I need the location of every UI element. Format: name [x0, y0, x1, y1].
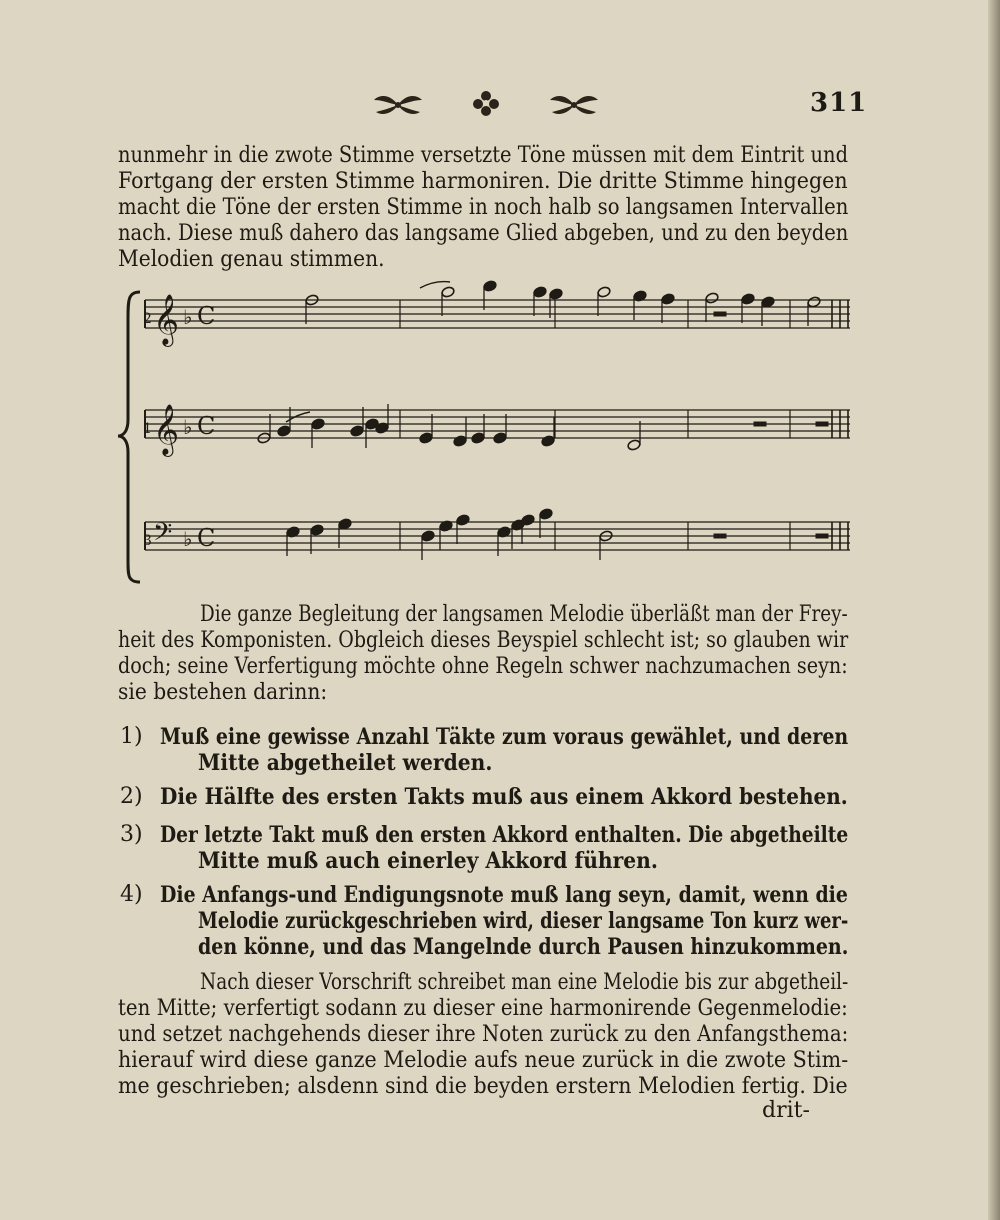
staff-1 [145, 300, 850, 328]
half-note [441, 286, 455, 298]
slur [420, 282, 450, 288]
para3-line-4: hierauf wird diese ganze Melodie aufs neue zurück in die zwote Stim- [118, 1048, 849, 1073]
quarter-note [493, 432, 507, 444]
bass-clef-icon: 𝄢 [153, 518, 173, 553]
staff-label: 3 [143, 533, 152, 549]
rest [816, 534, 828, 538]
quarter-note [456, 514, 470, 526]
half-note [627, 439, 641, 451]
rule-4-line-3: den könne, und das Mangelnde durch Pausen hinzukommen. [198, 934, 849, 960]
rest [816, 422, 828, 426]
para2-line-2: heit des Komponisten. Obgleich dieses Beyspiel schlecht ist; so glauben wir [118, 628, 849, 653]
quarter-note [277, 425, 291, 437]
para2-line-3: doch; seine Verfertigung möchte ohne Regeln schwer nachzumachen seyn: [118, 654, 848, 679]
rule-1-line-1: Muß eine gewisse Anzahl Täkte zum voraus gewählet, und deren [160, 724, 849, 750]
flat-icon: ♭ [183, 415, 193, 439]
half-note [705, 292, 719, 304]
para2-line-1: Die ganze Begleitung der langsamen Melodie überläßt man der Frey- [200, 602, 848, 627]
quarter-note [761, 296, 775, 308]
common-time-icon: C [197, 412, 216, 440]
flat-icon: ♭ [183, 527, 193, 551]
treble-clef-icon: 𝄞 [153, 294, 180, 345]
quarter-note [533, 286, 547, 298]
rest [714, 312, 726, 316]
catchword: drit- [762, 1098, 810, 1123]
intro-line-1: nunmehr in die zwote Stimme versetzte Töne müssen mit dem Eintrit und [118, 143, 849, 168]
quarter-note [539, 508, 553, 520]
rule-2-number: 2) [120, 784, 143, 809]
half-note [597, 286, 611, 298]
intro-line-5: Melodien genau stimmen. [118, 247, 385, 272]
treble-clef-icon: 𝄞 [153, 404, 180, 455]
para2-line-4: sie bestehen darinn: [118, 680, 328, 705]
para3-line-3: und setzet nachgehends dieser ihre Noten zurück zu den Anfangsthema: [118, 1022, 849, 1047]
quarter-note [471, 432, 485, 444]
para3-line-1: Nach dieser Vorschrift schreibet man eine Melodie bis zur abgetheil- [200, 970, 849, 995]
common-time-icon: C [197, 302, 216, 330]
quarter-note [541, 435, 555, 447]
flat-icon: ♭ [183, 305, 193, 329]
rule-2-line-1: Die Hälfte des ersten Takts muß aus einem Akkord bestehen. [160, 784, 848, 810]
quarter-note [338, 518, 352, 530]
rule-3-number: 3) [120, 822, 143, 847]
rule-4-line-2: Melodie zurückgeschrieben wird, dieser langsame Ton kurz wer- [198, 908, 849, 934]
quarter-note [421, 530, 435, 542]
rule-1-number: 1) [120, 724, 143, 749]
rest [714, 534, 726, 538]
intro-line-4: nach. Diese muß dahero das langsame Glied abgeben, und zu den beyden [118, 221, 849, 246]
quarter-note [350, 425, 364, 437]
para3-line-2: ten Mitte; verfertigt sodann zu dieser eine harmonirende Gegenmelodie: [118, 996, 848, 1021]
quarter-note [311, 418, 325, 430]
intro-line-3: macht die Töne der ersten Stimme in noch halb so langsamen Intervallen [118, 195, 849, 220]
quarter-note [453, 435, 467, 447]
staff-label: 1 [143, 421, 152, 437]
quarter-note [483, 280, 497, 292]
half-note [807, 296, 821, 308]
system-brace [118, 292, 140, 582]
quarter-note [310, 524, 324, 536]
page-number: 311 [810, 88, 868, 118]
quarter-note [549, 288, 563, 300]
common-time-icon: C [197, 524, 216, 552]
staff-label: 2 [143, 311, 152, 327]
rule-3-line-1: Der letzte Takt muß den ersten Akkord enthalten. Die abgetheilte [160, 822, 849, 848]
rule-1-line-2: Mitte abgetheilet werden. [198, 750, 493, 776]
rest [754, 422, 766, 426]
rule-3-line-2: Mitte muß auch einerley Akkord führen. [198, 848, 658, 874]
quarter-note [741, 293, 755, 305]
rule-4-line-1: Die Anfangs-und Endigungsnote muß lang seyn, damit, wenn die [160, 882, 848, 908]
quarter-note [661, 293, 675, 305]
rule-4-number: 4) [120, 882, 143, 907]
intro-line-2: Fortgang der ersten Stimme harmoniren. Die dritte Stimme hingegen [118, 169, 848, 194]
para3-line-5: me geschrieben; alsdenn sind die beyden erstern Melodien fertig. Die [118, 1074, 848, 1099]
quarter-note [419, 432, 433, 444]
